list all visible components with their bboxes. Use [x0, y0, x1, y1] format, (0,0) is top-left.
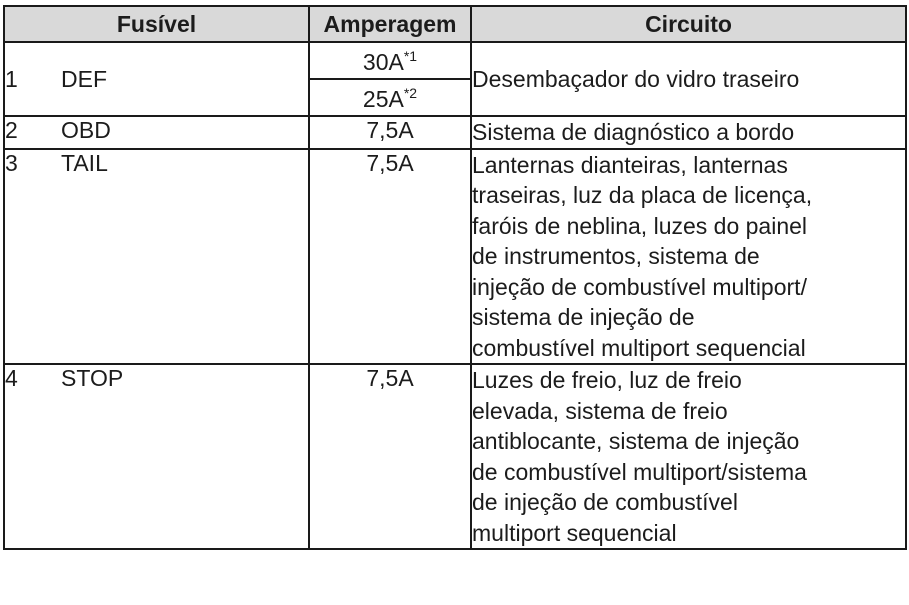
circuit-line: combustível multiport sequencial	[472, 334, 806, 361]
circuit-line: de instrumentos, sistema de	[472, 243, 760, 269]
amperage-value: 7,5A	[309, 364, 471, 549]
table-row	[4, 42, 906, 79]
amperage-cell	[309, 42, 471, 79]
circuit-line: antiblocante, sistema de injeção	[472, 428, 800, 454]
circuit-line: Luzes de freio, luz de freio	[472, 367, 742, 393]
header-fuse: Fusível	[4, 6, 309, 42]
fuse-number: 2	[4, 116, 61, 149]
circuit-cell	[471, 116, 906, 149]
amperage-value: 30A	[362, 48, 404, 75]
circuit-line: traseiras, luz da placa de licença,	[472, 182, 813, 208]
table-row	[4, 116, 906, 149]
circuit-line: elevada, sistema de freio	[472, 397, 728, 424]
amperage-value: 7,5A	[309, 116, 471, 149]
table-header-row	[4, 6, 906, 42]
amperage-value: 7,5A	[309, 149, 471, 365]
fuse-number: 1	[4, 42, 61, 116]
table-row	[4, 364, 906, 549]
circuit-line: faróis de neblina, luzes do painel	[472, 212, 808, 239]
fuse-code: TAIL	[61, 149, 309, 365]
circuit-line: de injeção de combustível	[472, 489, 738, 515]
amperage-value: 25A	[362, 85, 404, 112]
circuit-cell	[471, 42, 906, 116]
circuit-line: Sistema de diagnóstico a bordo	[472, 119, 795, 145]
circuit-line: injeção de combustível multiport/	[472, 273, 807, 300]
circuit-line: multiport sequencial	[472, 519, 677, 546]
circuit-cell	[471, 149, 906, 365]
fuse-code: DEF	[61, 42, 309, 116]
header-circuit: Circuito	[471, 6, 906, 42]
circuit-cell	[471, 364, 906, 549]
footnote-marker: *1	[403, 47, 418, 64]
fuse-number: 4	[4, 364, 61, 549]
table-row	[4, 149, 906, 365]
circuit-line: Desembaçador do vidro traseiro	[472, 65, 800, 92]
fuse-table	[3, 5, 907, 550]
circuit-line: de combustível multiport/sistema	[472, 458, 807, 485]
fuse-code: STOP	[61, 364, 309, 549]
fuse-code: OBD	[61, 116, 309, 149]
footnote-marker: *2	[403, 84, 418, 101]
circuit-line: Lanternas dianteiras, lanternas	[472, 151, 788, 178]
fuse-number: 3	[4, 149, 61, 365]
circuit-line: sistema de injeção de	[472, 304, 695, 330]
amperage-cell	[309, 79, 471, 116]
header-amperage: Amperagem	[309, 6, 471, 42]
